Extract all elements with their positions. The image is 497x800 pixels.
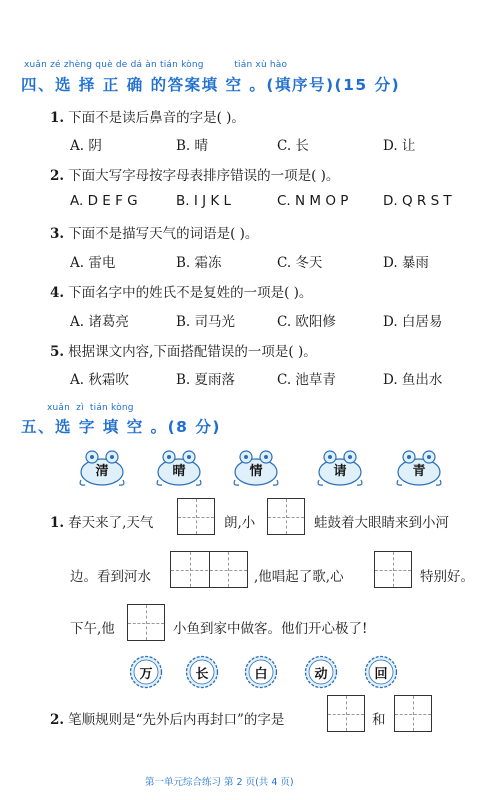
frog-card [314, 448, 366, 488]
fill-text: 春天来了,天气 [68, 515, 154, 531]
circle-char: 长 [195, 667, 209, 682]
question-text: 根据课文内容,下面搭配错误的一项是( )。 [68, 344, 317, 360]
fill-text: 和 [372, 712, 386, 728]
char-circle [304, 655, 338, 689]
q5-option-a: A. 秋霜吹 [70, 372, 129, 388]
fill-q2 [50, 708, 284, 728]
q3-option-b: B. 霜冻 [176, 255, 222, 271]
answer-box[interactable] [327, 695, 365, 732]
question-3 [50, 222, 258, 242]
question-number: 5. [50, 344, 65, 360]
frog-char: 青 [412, 464, 426, 479]
fill-q1-start [50, 511, 153, 531]
answer-box-double[interactable] [170, 551, 248, 588]
circle-char: 白 [254, 667, 268, 682]
page-footer: 第一单元综合练习 第 2 页(共 4 页) [145, 777, 294, 788]
q3-option-c: C. 冬天 [277, 255, 323, 271]
answer-box[interactable] [177, 498, 215, 535]
question-text: 下面大写字母按字母表排序错误的一项是( )。 [68, 168, 340, 184]
question-number: 3. [50, 226, 65, 242]
q4-option-d: D. 白居易 [383, 314, 443, 330]
q5-option-d: D. 鱼出水 [383, 372, 443, 388]
section4-pinyin: xuǎn zé zhèng què de dá àn tián kòng tián xù hào [24, 60, 288, 70]
question-1 [50, 106, 245, 126]
section4-title: 四、选 择 正 确 的答案填 空 。(填序号)(15 分) [21, 76, 401, 94]
q5-option-b: B. 夏雨落 [176, 372, 236, 388]
frog-card [230, 448, 282, 488]
answer-box[interactable] [374, 551, 412, 588]
q1-option-b: B. 晴 [176, 138, 209, 154]
frog-char: 请 [333, 464, 347, 479]
question-2 [50, 164, 339, 184]
answer-box[interactable] [267, 498, 305, 535]
circle-char: 万 [139, 667, 153, 682]
question-5 [50, 340, 317, 360]
fill-text: 下午,他 [70, 621, 115, 637]
frog-card [153, 448, 205, 488]
char-circle [364, 655, 398, 689]
question-number: 1. [50, 515, 65, 531]
q5-option-c: C. 池草青 [277, 372, 336, 388]
section5-title: 五、选 字 填 空 。(8 分) [21, 418, 221, 436]
question-4 [50, 281, 312, 301]
question-text: 下面名字中的姓氏不是复姓的一项是( )。 [68, 285, 313, 301]
char-circle [185, 655, 219, 689]
q4-option-c: C. 欧阳修 [277, 314, 336, 330]
char-circle [244, 655, 278, 689]
frog-char: 清 [95, 464, 109, 479]
q3-option-d: D. 暴雨 [383, 255, 429, 271]
frog-card [76, 448, 128, 488]
q2-option-c: C. N M O P [277, 193, 349, 209]
frog-char: 晴 [172, 464, 186, 479]
question-number: 2. [50, 712, 65, 728]
question-number: 2. [50, 168, 65, 184]
answer-box[interactable] [394, 695, 432, 732]
fill-text: 朗,小 [224, 515, 256, 531]
q1-option-d: D. 让 [383, 138, 416, 154]
circle-char: 动 [314, 667, 328, 682]
q2-option-a: A. D E F G [70, 193, 138, 209]
q1-option-c: C. 长 [277, 138, 309, 154]
q2-option-b: B. I J K L [176, 193, 232, 209]
fill-text: 小鱼到家中做客。他们开心极了! [173, 621, 368, 637]
fill-text: 特别好。 [420, 569, 474, 585]
section5-pinyin: xuǎn zì tián kòng [47, 403, 134, 413]
question-number: 1. [50, 110, 65, 126]
q4-option-a: A. 诸葛亮 [70, 314, 129, 330]
q4-option-b: B. 司马光 [176, 314, 236, 330]
answer-box[interactable] [127, 604, 165, 641]
question-number: 4. [50, 285, 65, 301]
frog-card [393, 448, 445, 488]
fill-text: 边。看到河水 [70, 569, 151, 585]
char-circle [129, 655, 163, 689]
frog-char: 情 [249, 464, 263, 479]
fill-text: ,他唱起了歌,心 [254, 569, 344, 585]
q3-option-a: A. 雷电 [70, 255, 116, 271]
circle-char: 回 [374, 667, 388, 682]
question-text: 下面不是描写天气的词语是( )。 [68, 226, 259, 242]
q2-option-d: D. Q R S T [383, 193, 452, 209]
fill-text: 笔顺规则是“先外后内再封口”的字是 [68, 712, 285, 728]
fill-text: 蛙鼓着大眼睛来到小河 [314, 515, 449, 531]
q1-option-a: A. 阴 [70, 138, 102, 154]
question-text: 下面不是读后鼻音的字是( )。 [68, 110, 245, 126]
